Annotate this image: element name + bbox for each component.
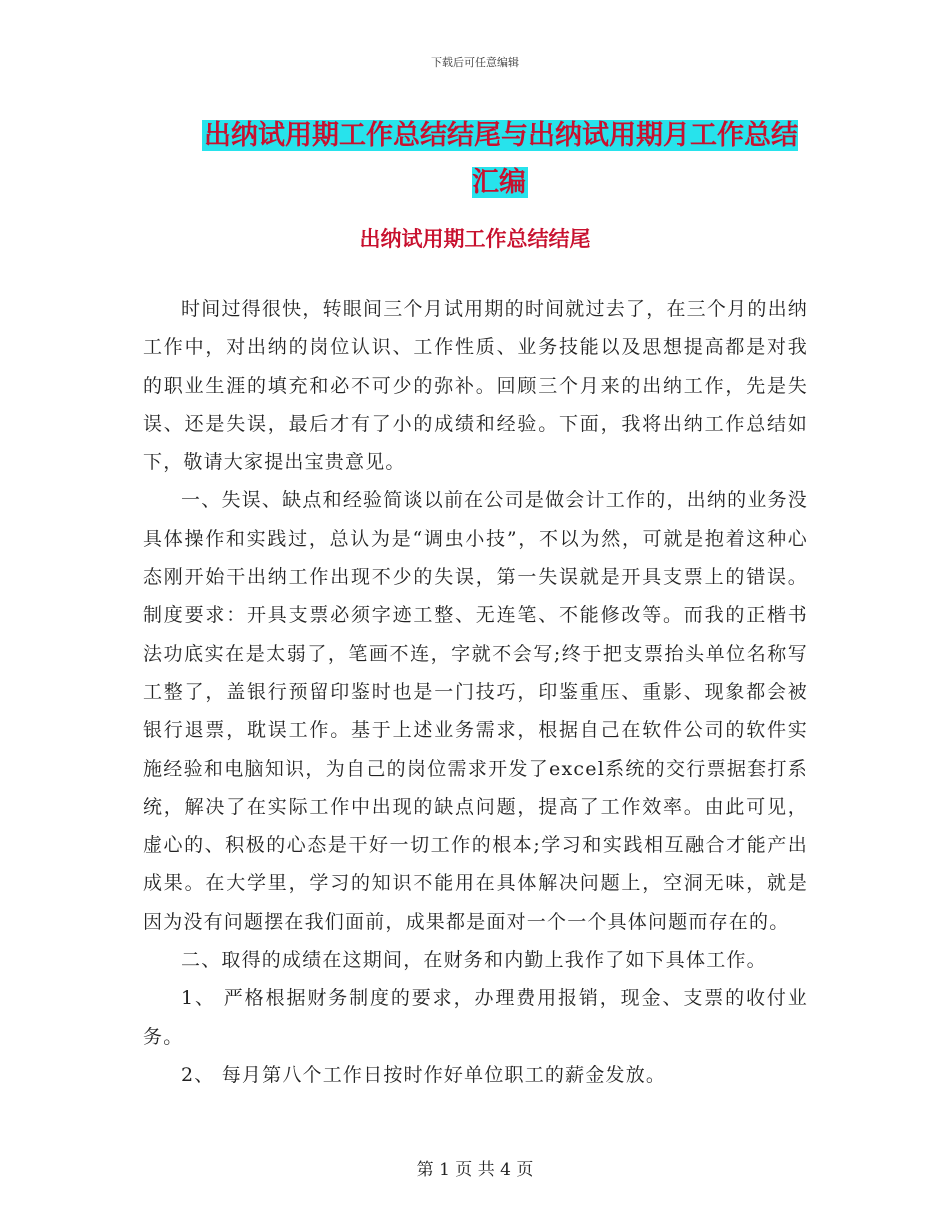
paragraph: 1、 严格根据财务制度的要求，办理费用报销，现金、支票的收付业务。 [143,987,808,1048]
paragraph: 二、取得的成绩在这期间，在财务和内勤上我作了如下具体工作。 [181,949,767,972]
document-body [143,290,808,1094]
document-title-text: 出纳试用期工作总结结尾与出纳试用期月工作总结汇编 [204,120,798,198]
section-title: 出纳试用期工作总结结尾 [359,227,591,251]
paragraph: 一、失误、缺点和经验简谈以前在公司是做会计工作的，出纳的业务没具体操作和实践过，总认为是“调虫小技”，不以为然，可就是抱着这种心态刚开始干出纳工作出现不少的失误，第一失误就是开具支票上的错误。制度要求：开具支票必须字迹工整、无连笔、不能修改等。而我的正楷书法功底实在是太弱了，笔画不连，字就不会写;终于把支票抬头单位名称写工整了，盖银行预留印鉴时也是一门技巧，印鉴重压、重影、现象都会被银行退票，耽误工作。基于上述业务需求，根据自己在软件公司的软件实施经验和电脑知识，为自己的岗位需求开发了excel系统的交行票据套打系统，解决了在实际工作中出现的缺点问题，提高了工作效率。由此可见，虚心的、积极的心态是干好一切工作的根本;学习和实践相互融合才能产出成果。在大学里，学习的知识不能用在具体解决问题上，空洞无味，就是因为没有问题摆在我们面前，成果都是面对一个一个具体问题而存在的。 [143,489,808,933]
paragraph: 2、 每月第八个工作日按时作好单位职工的薪金发放。 [181,1063,667,1086]
page-number: 第 1 页 共 4 页 [416,1160,534,1180]
header-note: 下载后可任意编辑 [431,56,519,69]
paragraph: 时间过得很快，转眼间三个月试用期的时间就过去了，在三个月的出纳工作中，对出纳的岗位认识、工作性质、业务技能以及思想提高都是对我的职业生涯的填充和必不可少的弥补。回顾三个月来的出纳工作，先是失误、还是失误，最后才有了小的成绩和经验。下面，我将出纳工作总结如下，敬请大家提出宝贵意见。 [143,298,808,474]
document-title [190,112,810,206]
